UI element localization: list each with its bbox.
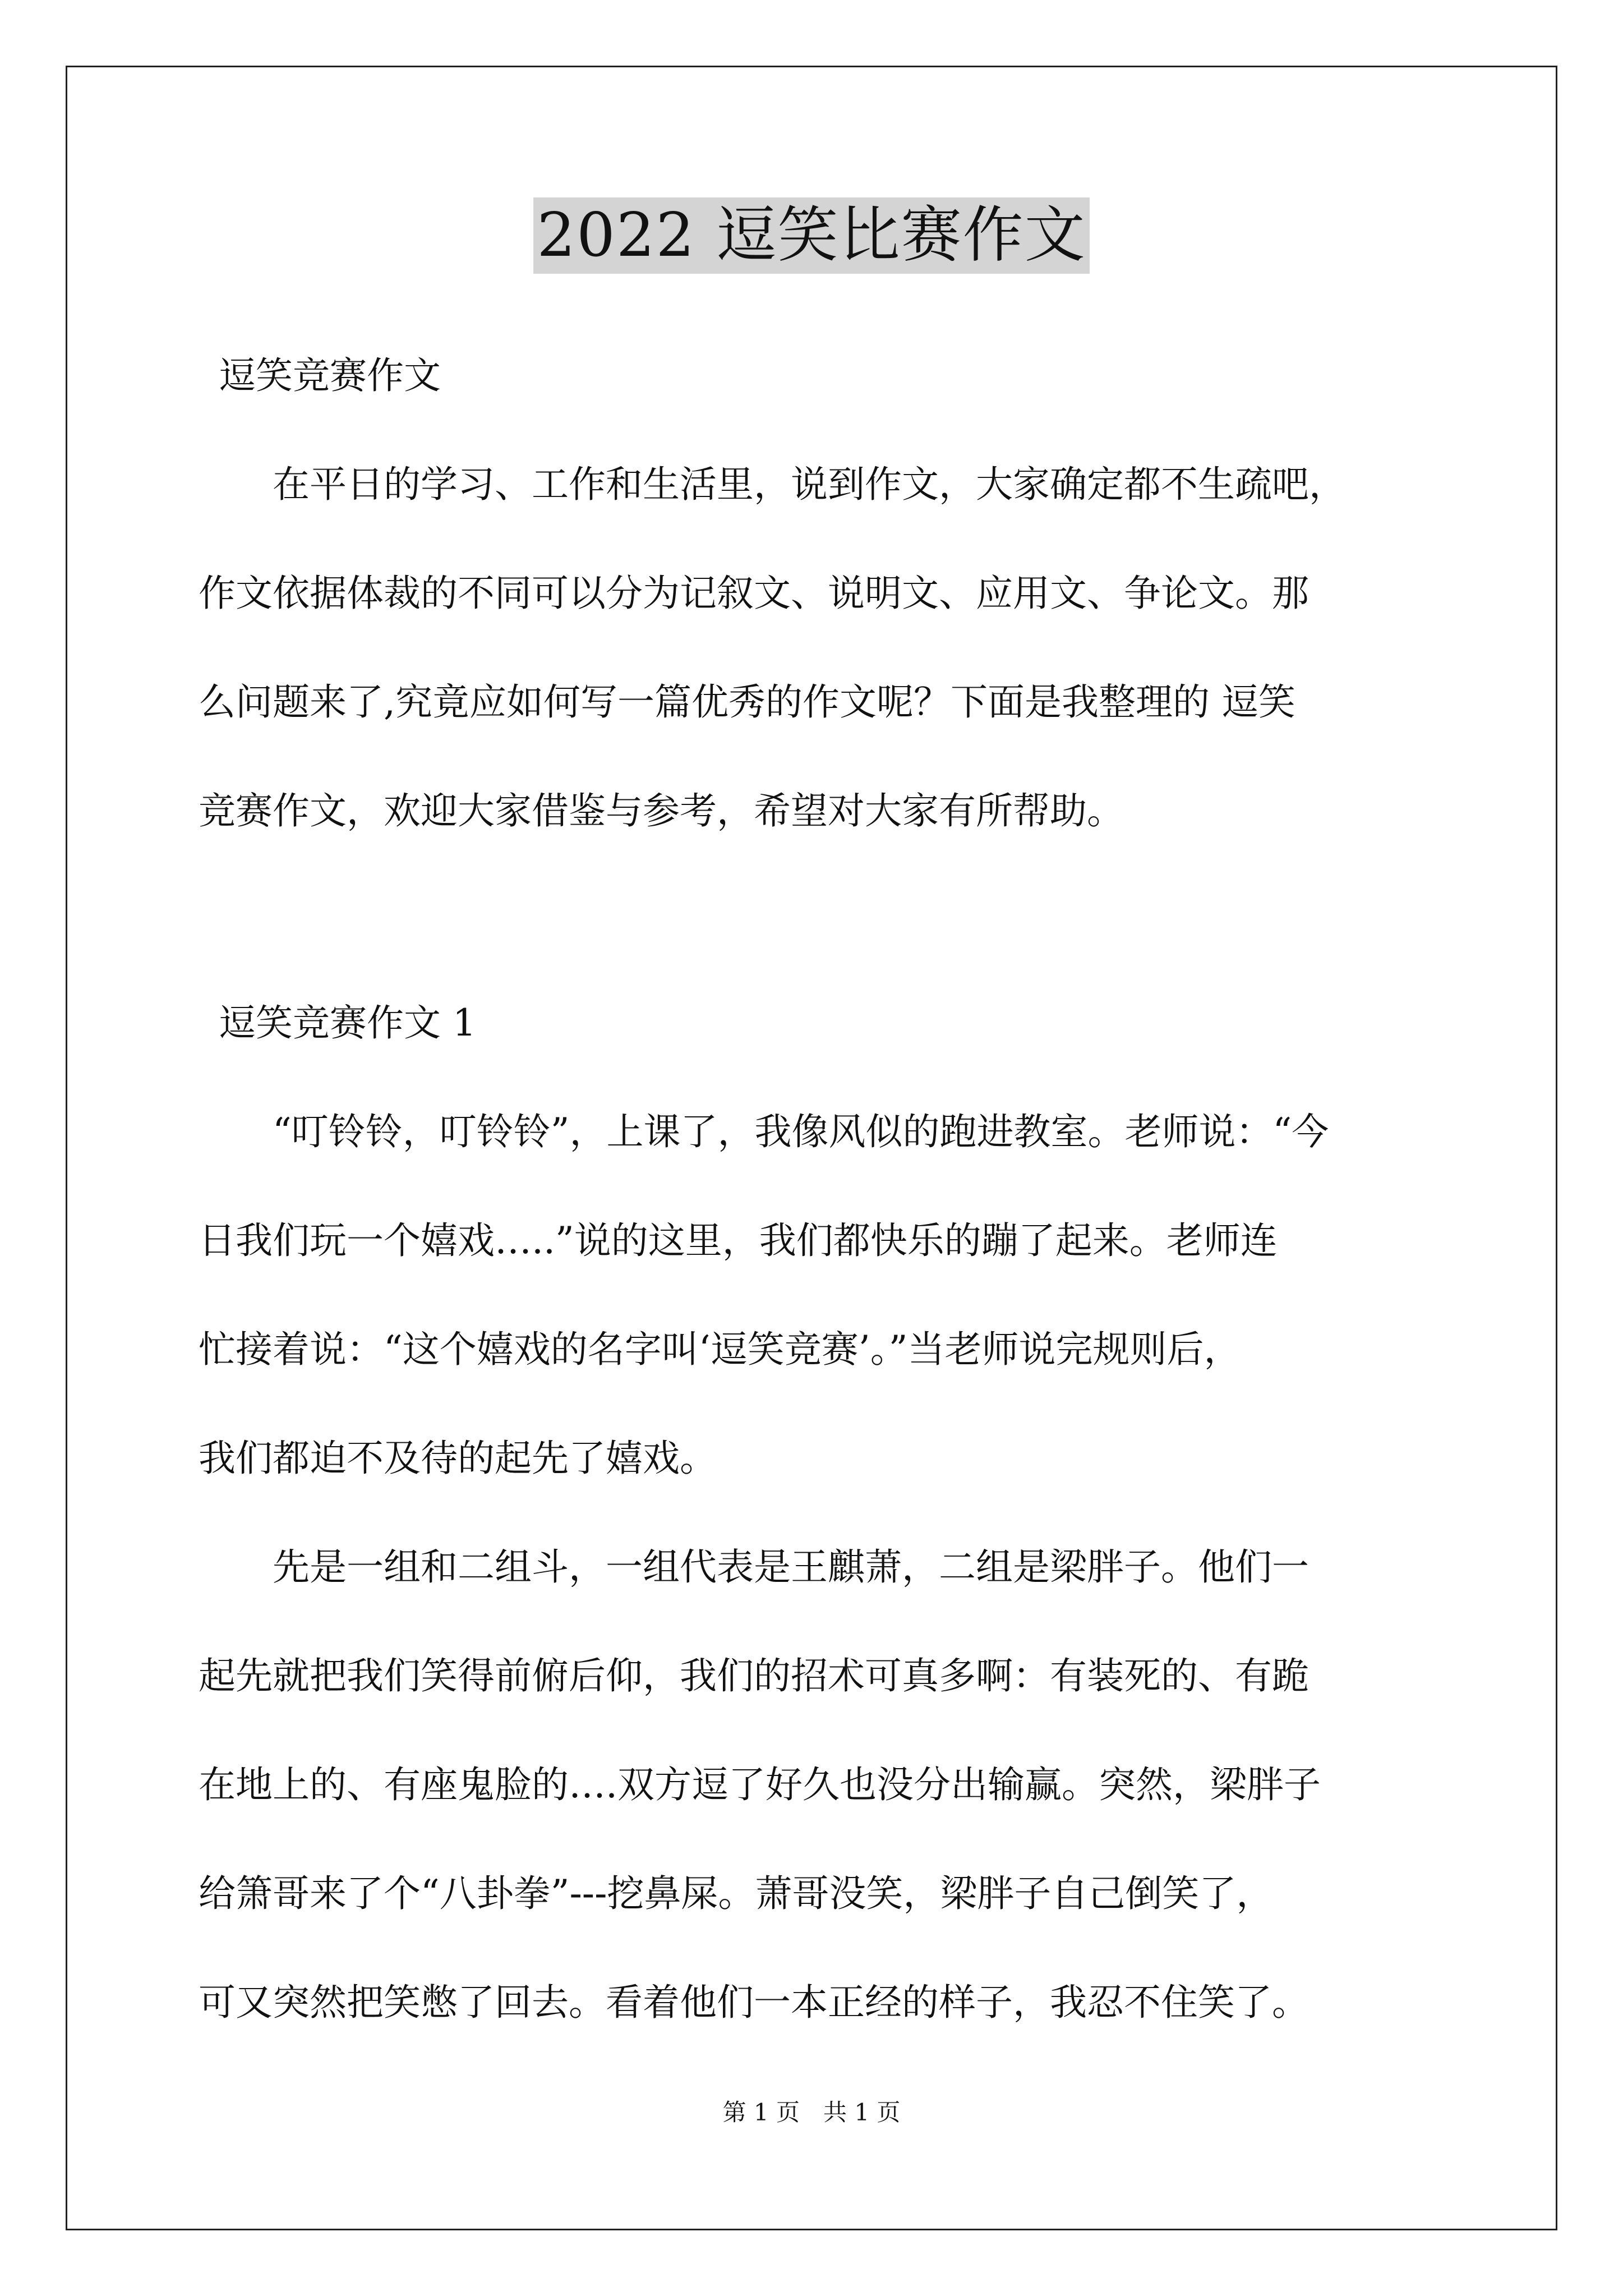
paragraph-line: 在地上的、有座鬼脸的….双方逗了好久也没分出输赢。突然，梁胖子 <box>199 1763 1321 1806</box>
paragraph-line: 作文依据体裁的不同可以分为记叙文、说明文、应用文、争论文。那 <box>199 572 1309 615</box>
page-footer: 第 1 页 共 1 页 <box>722 2099 901 2126</box>
paragraph-line: 我们都迫不及待的起先了嬉戏。 <box>199 1437 717 1480</box>
paragraph-line: 给箫哥来了个“八卦拳”---挖鼻屎。萧哥没笑，梁胖子自己倒笑了， <box>199 1872 1274 1915</box>
paragraph-line: 在平日的学习、工作和生活里，说到作文，大家确定都不生疏吧， <box>199 463 1346 506</box>
document-title: 2022 逗笑比赛作文 <box>533 197 1089 274</box>
title-container <box>0 197 1623 274</box>
paragraph-line: “叮铃铃，叮铃铃”，上课了，我像风似的跑进教室。老师说：“今 <box>199 1110 1329 1153</box>
paragraph-line: 忙接着说：“这个嬉戏的名字叫‘逗笑竞赛’。”当老师说完规则后， <box>199 1328 1241 1371</box>
section-heading: 逗笑竞赛作文 <box>219 354 441 397</box>
paragraph-line: 日我们玩一个嬉戏…..”说的这里，我们都快乐的蹦了起来。老师连 <box>199 1219 1278 1262</box>
paragraph-line: 竞赛作文，欢迎大家借鉴与参考，希望对大家有所帮助。 <box>199 789 1124 832</box>
paragraph-line: 先是一组和二组斗，一组代表是王麒萧，二组是梁胖子。他们一 <box>199 1545 1309 1589</box>
paragraph-line: 起先就把我们笑得前俯后仰，我们的招术可真多啊：有装死的、有跪 <box>199 1654 1309 1697</box>
paragraph-line: 么问题来了,究竟应如何写一篇优秀的作文呢？下面是我整理的 逗笑 <box>199 680 1295 724</box>
section-heading: 逗笑竞赛作文 1 <box>219 1001 476 1045</box>
paragraph-line: 可又突然把笑憋了回去。看着他们一本正经的样子，我忍不住笑了。 <box>199 1981 1309 2024</box>
